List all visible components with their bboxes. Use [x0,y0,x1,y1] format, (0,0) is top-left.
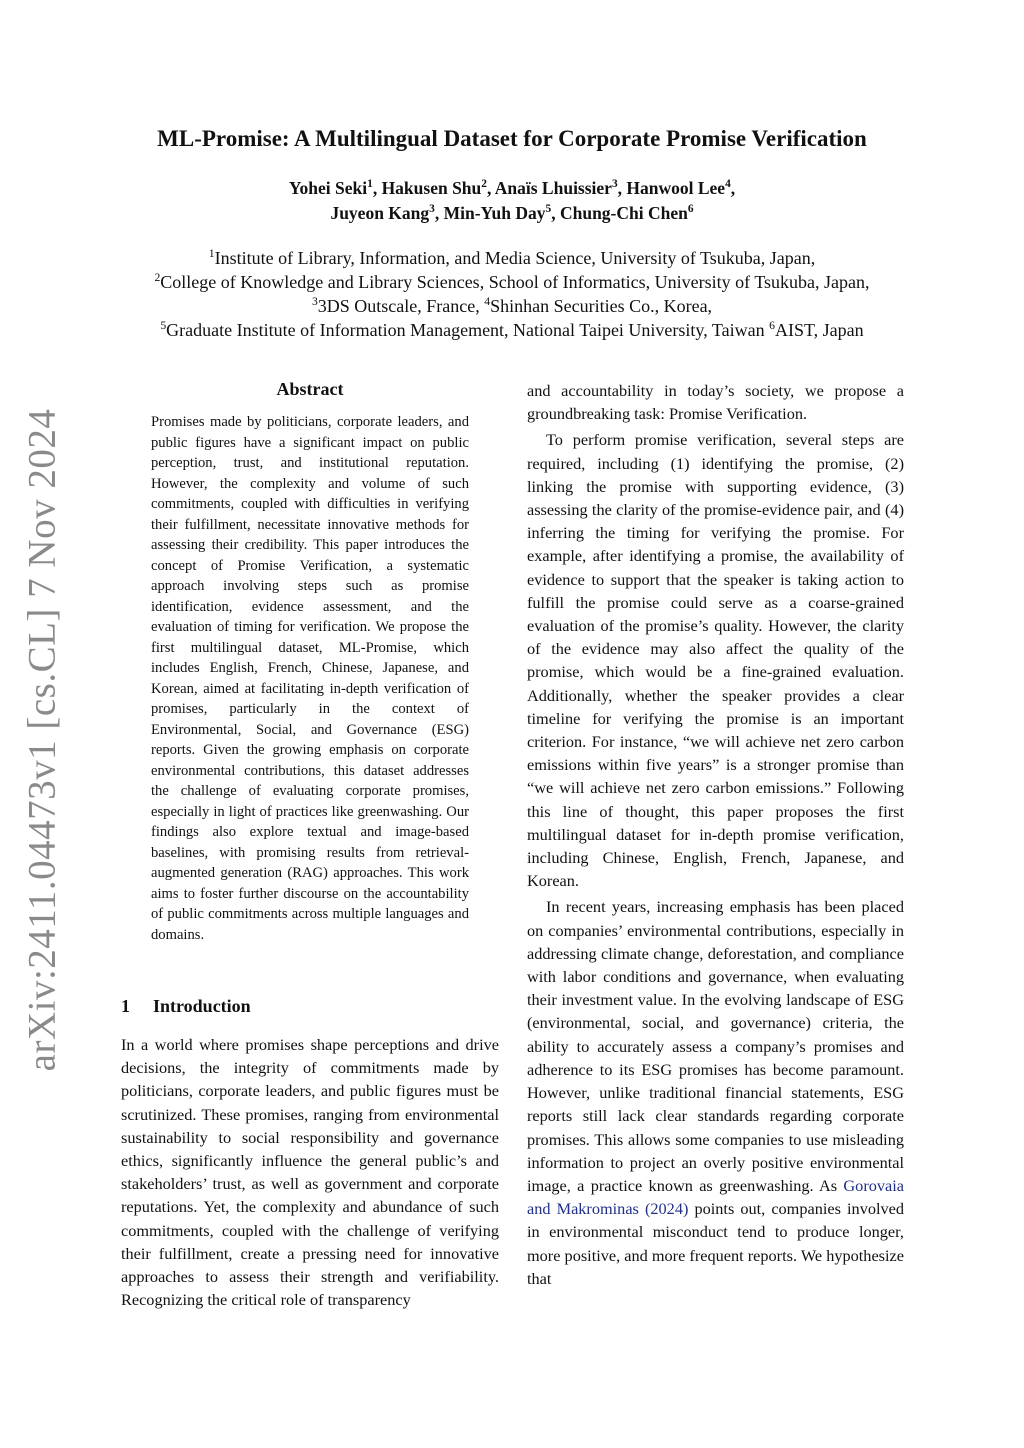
affiliation-line [0,246,1024,270]
affiliation-mark: 1 [208,247,215,260]
author-name: Hanwool Lee [626,178,726,198]
affiliation-mark: 3 [311,295,318,308]
author-name: Min-Yuh Day [443,203,546,223]
intro-paragraph: In a world where promises shape perceptions and drive decisions, the integrity of commitments made by politicians, corporate leaders, and public figures must be scrutinized. These promises, ranging from environmental sustainability to social responsibility and governance ethics, significantly influence the general public’s and stakeholders’ trust, as well as government and corporate reputations. Yet, the complexity and abundance of such commitments, coupled with the challenge of verifying their fulfillment, create a pressing need for innovative approaches to assess their strength and verifiability. Recognizing the critical role of transparency [121,1035,499,1310]
paragraph-text: points out, companies involved in environmental misconduct tend to produce longer, more positive, and more frequent reports. We hypothesize that [527,1199,905,1288]
affiliation-text: AIST, Japan [775,320,864,340]
author-name: Yohei Seki [288,178,368,198]
author-name: Anaïs Lhuissier [494,178,612,198]
author-name: Chung-Chi Chen [559,203,688,223]
author-line-1: Yohei Seki$^1$, Hakusen Shu$^2$, Anaïs Lhuissier$^3$, Hanwool Lee$^4$, [288,178,736,198]
abstract-heading: Abstract [276,379,344,399]
section-number: 1 [121,996,130,1016]
author-affiliation-mark: 2 [481,178,487,191]
affiliation-mark: 6 [769,319,775,332]
right-column [527,379,904,1290]
affiliation-list [0,246,1024,342]
affiliation-text: Graduate Institute of Information Management, National Taipei University, Taiwan [166,320,770,340]
body-paragraph [527,895,904,1289]
affiliation-mark: 4 [484,295,491,308]
section-title: Introduction [153,996,251,1016]
author-list [0,176,1024,226]
author-name: Juyeon Kang [330,203,430,223]
author-affiliation-mark: 1 [367,178,373,191]
citation-link[interactable]: Gorovaia and Makrominas (2024) [527,1175,904,1219]
author-line-2: Juyeon Kang$^3$, Min-Yuh Day$^5$, Chung-Chi Chen$^6$ [330,203,694,223]
affiliation-text: College of Knowledge and Library Sciences, School of Informatics, University of Tsukuba, Japan, [160,272,870,292]
abstract-body: Promises made by politicians, corporate leaders, and public figures have a significant impact on public perception, trust, and institutional reputation. However, the complexity and volume of such commitments, coupled with difficulties in verifying their fulfillment, necessitate innovative methods for assessing their credibility. This paper introduces the concept of Promise Verification, a systematic approach involving steps such as promise identification, evidence assessment, and the evaluation of timing for verification. We propose the first multilingual dataset, ML-Promise, which includes English, French, Chinese, Japanese, and Korean, aimed at facilitating in-depth verification of promises, particularly in the context of Environmental, Social, and Governance (ESG) reports. Given the growing emphasis on corporate environmental contributions, this dataset addresses the challenge of evaluating corporate promises, especially in light of practices like greenwashing. Our findings also explore textual and image-based baselines, with promising results from retrieval-augmented generation (RAG) approaches. This work aims to foster further discourse on the accountability of public commitments across multiple languages and domains. [151,414,469,943]
affiliation-line [0,318,1024,342]
body-paragraph: To perform promise verification, several steps are required, including (1) identifying the promise, (2) linking the promise with supporting evidence, (3) assessing the clarity of the promise-evidence pair, and (4) inferring the timing for verifying the promise. For example, after identifying a promise, the availability of evidence to support that the speaker is taking action to fulfill the promise could serve as a coarse-grained evaluation of the promise’s quality. However, the clarity of the evidence may also affect the quality of the promise, which would be a fine-grained evaluation. Additionally, whether the speaker provides a clear timeline for verifying the promise is an important criterion. For instance, “we will achieve net zero carbon emissions within five years” is a stronger promise than “we will achieve net zero carbon emissions.” Following this line of thought, this paper proposes the first multilingual dataset for in-depth promise verification, including Chinese, English, French, Japanese, and Korean. [527,430,904,891]
paragraph-text: In recent years, increasing emphasis has been placed on companies’ environmental contributions, especially in addressing climate change, deforestation, and compliance with labor conditions and governance, when evaluating their investment value. In the evolving landscape of ESG (environmental, social, and governance) criteria, the ability to accurately assess a company’s promises and adherence to its ESG promises has become paramount. However, unlike traditional financial statements, ESG reports still lack clear standards regarding corporate promises. This allows some companies to use misleading information to project an overly positive environmental image, a practice known as greenwashing. As [527,897,904,1195]
affiliation-text: Institute of Library, Information, and Media Science, University of Tsukuba, Japan, [214,248,816,268]
section-heading-introduction [121,996,251,1017]
author-affiliation-mark: 3 [611,178,618,191]
body-paragraph: and accountability in today’s society, we propose a groundbreaking task: Promise Verification. [527,381,904,424]
affiliation-text: Shinhan Securities Co., Korea, [490,296,713,316]
author-affiliation-mark: 3 [429,203,435,216]
arxiv-identifier-stamp: arXiv:2411.04473v1 [cs.CL] 7 Nov 2024 [20,408,64,1072]
affiliation-mark: 2 [154,271,161,284]
author-affiliation-mark: 4 [725,178,731,191]
author-affiliation-mark: 5 [545,203,552,216]
affiliation-line [0,270,1024,294]
author-affiliation-mark: 6 [687,203,694,216]
paper-title: ML-Promise: A Multilingual Dataset for Corporate Promise Verification [157,126,867,151]
affiliation-line [0,294,1024,318]
affiliation-mark: 5 [160,319,167,332]
affiliation-text: 3DS Outscale, France, [317,296,485,316]
author-name: Hakusen Shu [381,178,482,198]
